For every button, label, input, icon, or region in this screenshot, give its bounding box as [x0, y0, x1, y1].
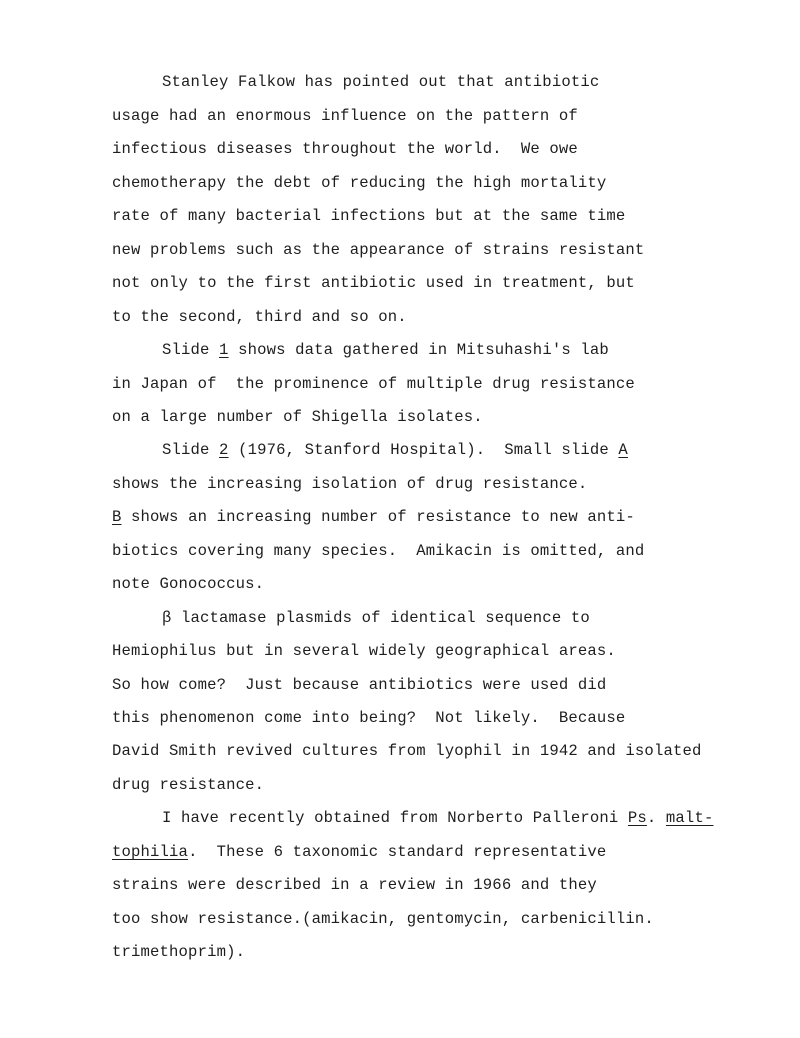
p5-text-before: I have recently obtained from Norberto Palleroni: [162, 809, 628, 827]
p5-text-after: . These 6 taxonomic standard representative: [188, 843, 607, 861]
small-slide-a-label: A: [618, 441, 628, 459]
p1-line-5: rate of many bacterial infections but at the same time: [112, 207, 626, 225]
p4-line-5: David Smith revived cultures from lyophil in 1942 and isolated: [112, 742, 702, 760]
p3-text-after: shows an increasing number of resistance to new anti-: [121, 508, 635, 526]
p3-line-1: [162, 441, 628, 459]
p4-line-6: drug resistance.: [112, 776, 265, 794]
species-part-b: tophilia: [112, 843, 189, 861]
p2-line-1: [162, 341, 609, 359]
p5-line-3: strains were described in a review in 1966 and they: [112, 876, 597, 894]
p5-line-4: too show resistance.(amikacin, gentomycin, carbenicillin.: [112, 910, 654, 928]
p4-line-4: this phenomenon come into being? Not likely. Because: [112, 709, 626, 727]
p1-line-4: chemotherapy the debt of reducing the high mortality: [112, 174, 607, 192]
p1-line-8: to the second, third and so on.: [112, 308, 407, 326]
p1-line-7: not only to the first antibiotic used in treatment, but: [112, 274, 635, 292]
p4-line-2: Hemiophilus but in several widely geographical areas.: [112, 642, 616, 660]
p3-line-3: [112, 508, 635, 526]
p4-line-1: β lactamase plasmids of identical sequence to: [162, 609, 590, 627]
p3-text-before: Slide: [162, 441, 220, 459]
p2-line-3: on a large number of Shigella isolates.: [112, 408, 483, 426]
species-part-a: malt-: [665, 809, 714, 827]
p1-line-2: usage had an enormous influence on the pattern of: [112, 107, 578, 125]
p2-line-2: in Japan of the prominence of multiple drug resistance: [112, 375, 635, 393]
p1-line-1: Stanley Falkow has pointed out that antibiotic: [162, 73, 600, 91]
p3-line-5: note Gonococcus.: [112, 575, 265, 593]
slide-number-2: 2: [219, 441, 229, 459]
genus-abbrev: Ps: [627, 809, 647, 827]
p3-line-2: shows the increasing isolation of drug resistance.: [112, 475, 588, 493]
p5-line-2: [112, 843, 606, 861]
p1-line-3: infectious diseases throughout the world. We owe: [112, 140, 578, 158]
slide-b-label: B: [112, 508, 122, 526]
slide-number-1: 1: [219, 341, 229, 359]
p5-dot: .: [646, 809, 666, 827]
p2-text-before: Slide: [162, 341, 220, 359]
p3-text-middle: (1976, Stanford Hospital). Small slide: [228, 441, 619, 459]
p3-line-4: biotics covering many species. Amikacin is omitted, and: [112, 542, 645, 560]
p5-line-1: [162, 809, 713, 827]
p2-text-after: shows data gathered in Mitsuhashi's lab: [228, 341, 609, 359]
p4-line-3: So how come? Just because antibiotics were used did: [112, 676, 607, 694]
p1-line-6: new problems such as the appearance of strains resistant: [112, 241, 645, 259]
p5-line-5: trimethoprim).: [112, 943, 246, 961]
